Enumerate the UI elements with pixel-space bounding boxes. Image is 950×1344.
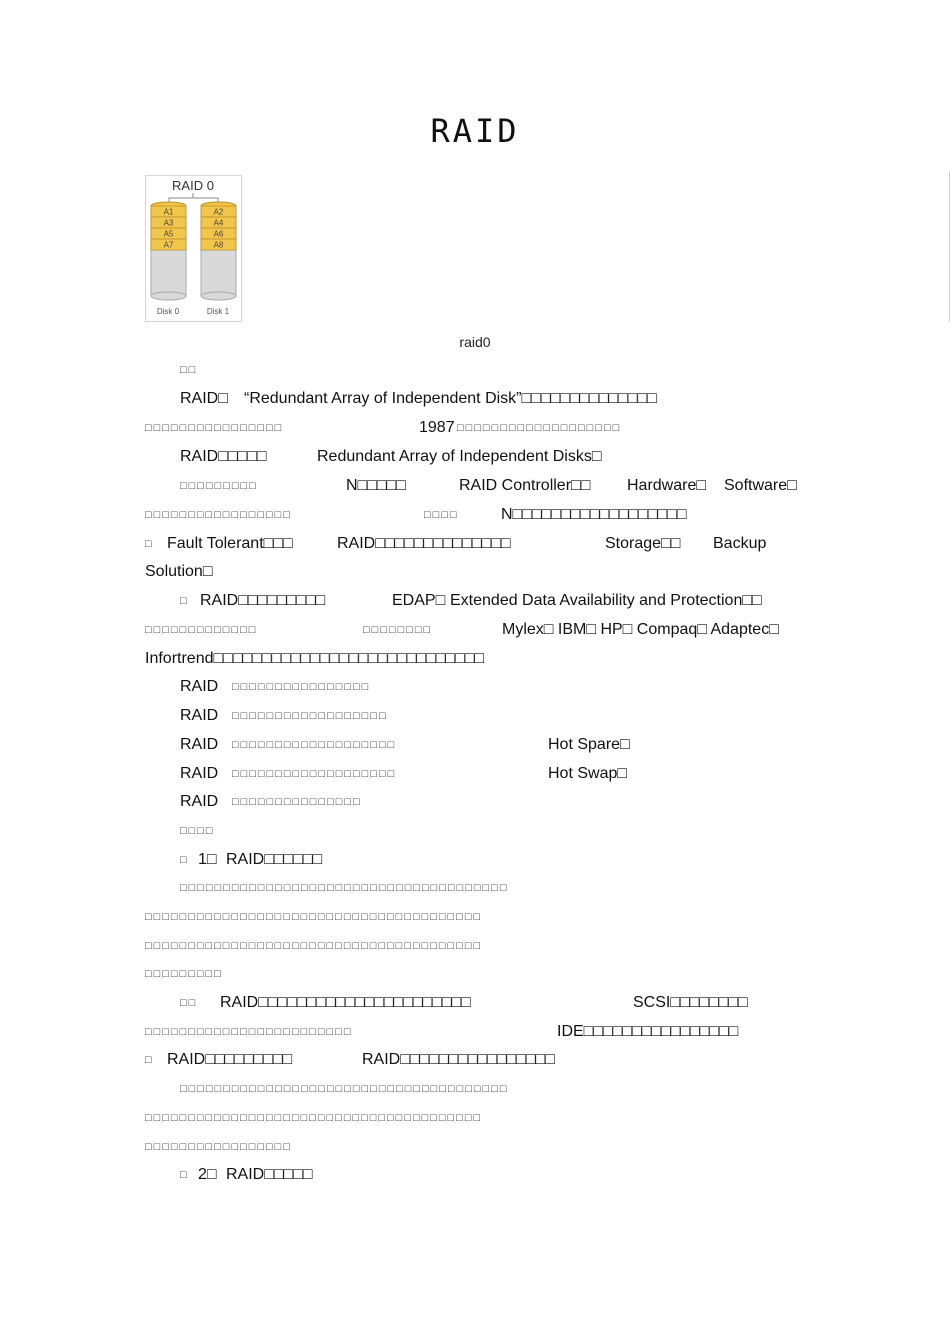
raid0-diagram-svg bbox=[146, 176, 241, 321]
text-fragment: □□□□□□□□□□□□□ bbox=[145, 624, 258, 636]
text-line bbox=[180, 820, 215, 842]
text-fragment: □□ bbox=[180, 997, 198, 1009]
text-fragment: □□□□□□□□□□□□□□□□□□□ bbox=[457, 422, 622, 434]
disk-0-label: Disk 0 bbox=[156, 307, 180, 316]
data-block-label: A7 bbox=[163, 240, 174, 250]
text-fragment: EDAP□ bbox=[392, 592, 446, 609]
text-fragment: □ bbox=[145, 1054, 154, 1066]
text-fragment: □□□□□□□□□□□□□□□□□□□□□□□□□□□□□□□□□□□□□□□ bbox=[145, 1112, 483, 1124]
text-fragment: RAID bbox=[180, 736, 219, 753]
data-block-label: A2 bbox=[213, 207, 224, 217]
text-fragment: 1□ bbox=[198, 851, 217, 868]
text-fragment: □□□□□□□□□□□□□□□□□ bbox=[145, 509, 292, 521]
text-line bbox=[145, 648, 485, 670]
text-fragment: □ bbox=[180, 595, 189, 607]
text-line bbox=[180, 705, 388, 727]
text-fragment: RAID□□□□□□□□□ bbox=[167, 1051, 293, 1068]
text-line bbox=[180, 446, 602, 468]
disk-0-bottom bbox=[151, 292, 186, 300]
data-block-label: A6 bbox=[213, 229, 224, 239]
text-line bbox=[180, 734, 630, 756]
text-line bbox=[145, 963, 223, 985]
text-line bbox=[180, 877, 509, 899]
text-line bbox=[145, 533, 767, 555]
text-fragment: Solution□ bbox=[145, 563, 213, 580]
text-fragment: Extended Data Availability and Protection□□ bbox=[450, 592, 762, 609]
text-fragment: RAID□□□□□□ bbox=[226, 851, 323, 868]
text-line bbox=[180, 849, 323, 871]
text-fragment: Hot Spare□ bbox=[548, 736, 630, 753]
text-fragment: Fault Tolerant□□□ bbox=[167, 535, 293, 552]
page-title: RAID bbox=[430, 112, 520, 150]
raid0-diagram bbox=[145, 175, 242, 322]
text-fragment: IDE□□□□□□□□□□□□□□□□ bbox=[557, 1023, 739, 1040]
text-fragment: □□□□□□□□□□□□□□□□ bbox=[232, 681, 371, 693]
text-fragment: □□□□□□□□□□□□□□□□□□□□□□□□□□□□□□□□□□□□□□ bbox=[180, 1083, 509, 1095]
text-fragment: □□ bbox=[180, 364, 198, 376]
text-fragment: Storage□□ bbox=[605, 535, 681, 552]
text-fragment: □ bbox=[145, 538, 154, 550]
text-line bbox=[180, 388, 657, 410]
text-fragment: □ bbox=[180, 1169, 189, 1181]
text-fragment: N□□□□□ bbox=[346, 477, 406, 494]
text-line bbox=[145, 906, 483, 928]
data-block-label: A3 bbox=[163, 218, 174, 228]
text-fragment: RAID□□□□□ bbox=[180, 448, 267, 465]
diagram-label: RAID 0 bbox=[172, 178, 214, 193]
text-fragment: RAID□ bbox=[180, 390, 228, 407]
text-fragment: RAID□□□□□□□□□□□□□□□□□□□□□□ bbox=[220, 994, 471, 1011]
text-fragment: Hot Swap□ bbox=[548, 765, 628, 782]
text-line bbox=[180, 475, 797, 497]
text-fragment: □□□□□□□□□□□□□□□□ bbox=[145, 422, 284, 434]
disk-1-label: Disk 1 bbox=[206, 307, 230, 316]
text-fragment: □□□□□□□□□□□□□□□□□□□ bbox=[232, 768, 397, 780]
disk-1-bottom bbox=[201, 292, 236, 300]
data-block-label: A4 bbox=[213, 218, 224, 228]
figure-caption: raid0 bbox=[459, 334, 491, 350]
text-fragment: Redundant Array of Independent Disks□ bbox=[317, 448, 602, 465]
text-fragment: □□□□□□□□□□□□□□□□□□ bbox=[232, 710, 388, 722]
text-fragment: Software□ bbox=[724, 477, 797, 494]
text-fragment: □□□□□□□□□□□□□□□□□□□□□□□□ bbox=[145, 1026, 353, 1038]
data-block-label: A8 bbox=[213, 240, 224, 250]
text-fragment: □□□□□□□□□ bbox=[180, 480, 258, 492]
text-line bbox=[180, 992, 748, 1014]
text-fragment: RAID bbox=[180, 678, 219, 695]
text-fragment: Hardware□ bbox=[627, 477, 707, 494]
text-fragment: □ bbox=[180, 854, 189, 866]
text-fragment: RAID□□□□□ bbox=[226, 1166, 313, 1183]
text-fragment: 2□ bbox=[198, 1166, 217, 1183]
text-line bbox=[180, 791, 362, 813]
text-fragment: RAID□□□□□□□□□ bbox=[200, 592, 326, 609]
text-fragment: □□□□ bbox=[180, 825, 215, 837]
text-fragment: RAID Controller□□ bbox=[459, 477, 591, 494]
text-fragment: □□□□□□□□□□□□□□□ bbox=[232, 796, 362, 808]
text-line bbox=[180, 359, 198, 381]
text-fragment: “Redundant Array of Independent Disk”□□□□□□□□□□□□□□ bbox=[244, 390, 657, 407]
data-block-label: A5 bbox=[163, 229, 174, 239]
text-fragment: Backup bbox=[713, 535, 767, 552]
text-line bbox=[145, 935, 483, 957]
text-fragment: N□□□□□□□□□□□□□□□□□□ bbox=[501, 506, 687, 523]
text-fragment: □□□□□□□□□□□□□□□□□□□ bbox=[232, 739, 397, 751]
text-line bbox=[145, 504, 687, 526]
text-fragment: □□□□□□□□□ bbox=[145, 968, 223, 980]
text-fragment: □□□□□□□□□□□□□□□□□□□□□□□□□□□□□□□□□□□□□□□ bbox=[145, 940, 483, 952]
text-fragment: RAID bbox=[180, 793, 219, 810]
text-fragment: Mylex□ IBM□ HP□ Compaq□ Adaptec□ bbox=[502, 621, 779, 638]
data-block-label: A1 bbox=[163, 207, 174, 217]
text-fragment: □□□□□□□□□□□□□□□□□□□□□□□□□□□□□□□□□□□□□□ bbox=[180, 882, 509, 894]
text-line bbox=[145, 561, 213, 583]
text-line bbox=[145, 1049, 555, 1071]
text-fragment: 1987 bbox=[419, 419, 455, 436]
text-fragment: SCSI□□□□□□□□ bbox=[633, 994, 748, 1011]
text-line bbox=[145, 1136, 292, 1158]
text-line bbox=[145, 1021, 739, 1043]
text-fragment: □□□□□□□□□□□□□□□□□□□□□□□□□□□□□□□□□□□□□□□ bbox=[145, 911, 483, 923]
text-line bbox=[180, 1164, 313, 1186]
text-fragment: □□□□□□□□□□□□□□□□□ bbox=[145, 1141, 292, 1153]
text-line bbox=[180, 1078, 509, 1100]
text-line bbox=[180, 676, 371, 698]
text-fragment: RAID□□□□□□□□□□□□□□ bbox=[337, 535, 511, 552]
text-fragment: RAID□□□□□□□□□□□□□□□□ bbox=[362, 1051, 555, 1068]
text-line bbox=[180, 763, 628, 785]
text-line bbox=[180, 590, 762, 612]
text-line bbox=[145, 1107, 483, 1129]
text-fragment: □□□□□□□□ bbox=[363, 624, 433, 636]
text-line bbox=[145, 619, 779, 641]
text-line bbox=[145, 417, 622, 439]
text-fragment: □□□□ bbox=[424, 509, 459, 521]
text-fragment: RAID bbox=[180, 707, 219, 724]
data-blocks bbox=[151, 202, 236, 250]
text-fragment: Infortrend□□□□□□□□□□□□□□□□□□□□□□□□□□□□ bbox=[145, 650, 485, 667]
text-fragment: RAID bbox=[180, 765, 219, 782]
